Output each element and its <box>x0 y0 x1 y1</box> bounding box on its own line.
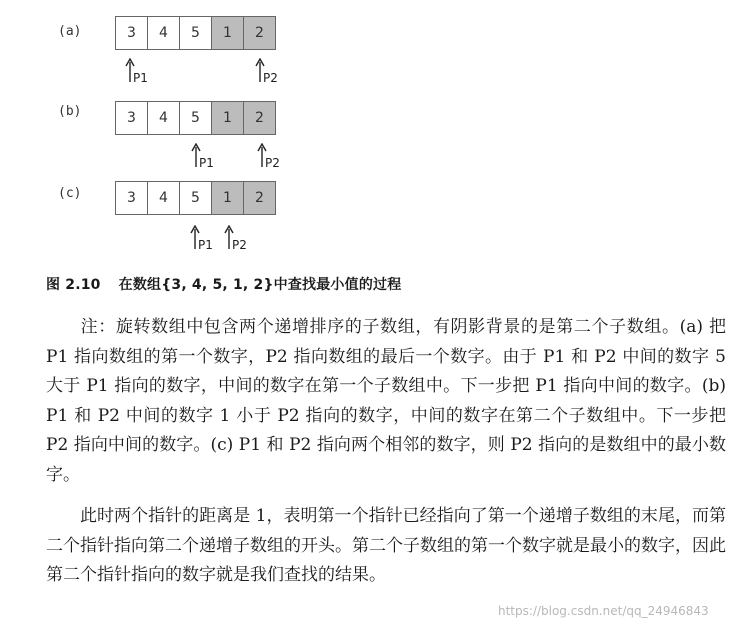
caption-number: 图 2.10 <box>46 277 101 293</box>
pointer-p2 <box>224 225 254 257</box>
array-cell-shaded: 1 <box>211 101 244 135</box>
array-cell-shaded: 2 <box>243 16 276 50</box>
array-cell-shaded: 1 <box>211 16 244 50</box>
watermark: https://blog.csdn.net/qq_24946843 <box>498 604 709 618</box>
array-cell-shaded: 1 <box>211 181 244 215</box>
array-cell: 3 <box>115 101 148 135</box>
row-label: (b) <box>58 104 82 119</box>
figure-caption <box>46 274 401 294</box>
pointer-label: P2 <box>265 156 280 170</box>
array-cell: 4 <box>147 101 180 135</box>
body-text: 此时两个指针的距离是 1，表明第一个指针已经指向了第一个递增子数组的末尾，而第二个指针指向第二个递增子数组的开头。第二个子数组的第一个数字就是最小的数字，因此第二个指针指向的数字就是我们查找的结果。 <box>46 506 726 585</box>
pointer-p1 <box>191 143 221 175</box>
note-paragraph <box>46 313 726 490</box>
array-cell: 3 <box>115 181 148 215</box>
body-paragraph <box>46 502 726 591</box>
note-text: 注：旋转数组中包含两个递增排序的子数组，有阴影背景的是第二个子数组。(a) 把 P1 指向数组的第一个数字，P2 指向数组的最后一个数字。由于 P1 和 P2 中间的数字 5 大于 P1 指向的数字，中间的数字在第一个子数组中。下一步把 P1 指向中间的数字。(b) P1 和 P2 中间的数字 1 小于 P2 指向的数字，中间的数字在第二个子数组中。下一步把 P2 指向中间的数字。(c) P1 和 P2 指向两个相邻的数字，则 P2 指向的是数组中的最小数字。 <box>46 317 726 485</box>
pointer-p1 <box>125 58 155 90</box>
pointer-p2 <box>257 143 287 175</box>
array-cell: 4 <box>147 181 180 215</box>
row-label: (a) <box>58 24 82 39</box>
pointer-label: P1 <box>198 238 213 252</box>
pointer-label: P2 <box>263 71 278 85</box>
array-cell: 5 <box>179 16 212 50</box>
array <box>116 16 276 50</box>
array-cell: 3 <box>115 16 148 50</box>
array-cell: 5 <box>179 181 212 215</box>
pointer-label: P1 <box>133 71 148 85</box>
row-label: (c) <box>58 186 82 201</box>
pointer-p1 <box>190 225 220 257</box>
array <box>116 181 276 215</box>
array-cell-shaded: 2 <box>243 181 276 215</box>
array-cell-shaded: 2 <box>243 101 276 135</box>
caption-text: 在数组{3, 4, 5, 1, 2}中查找最小值的过程 <box>118 277 402 293</box>
array-cell: 4 <box>147 16 180 50</box>
pointer-p2 <box>255 58 285 90</box>
pointer-label: P1 <box>199 156 214 170</box>
pointer-label: P2 <box>232 238 247 252</box>
array-cell: 5 <box>179 101 212 135</box>
array <box>116 101 276 135</box>
